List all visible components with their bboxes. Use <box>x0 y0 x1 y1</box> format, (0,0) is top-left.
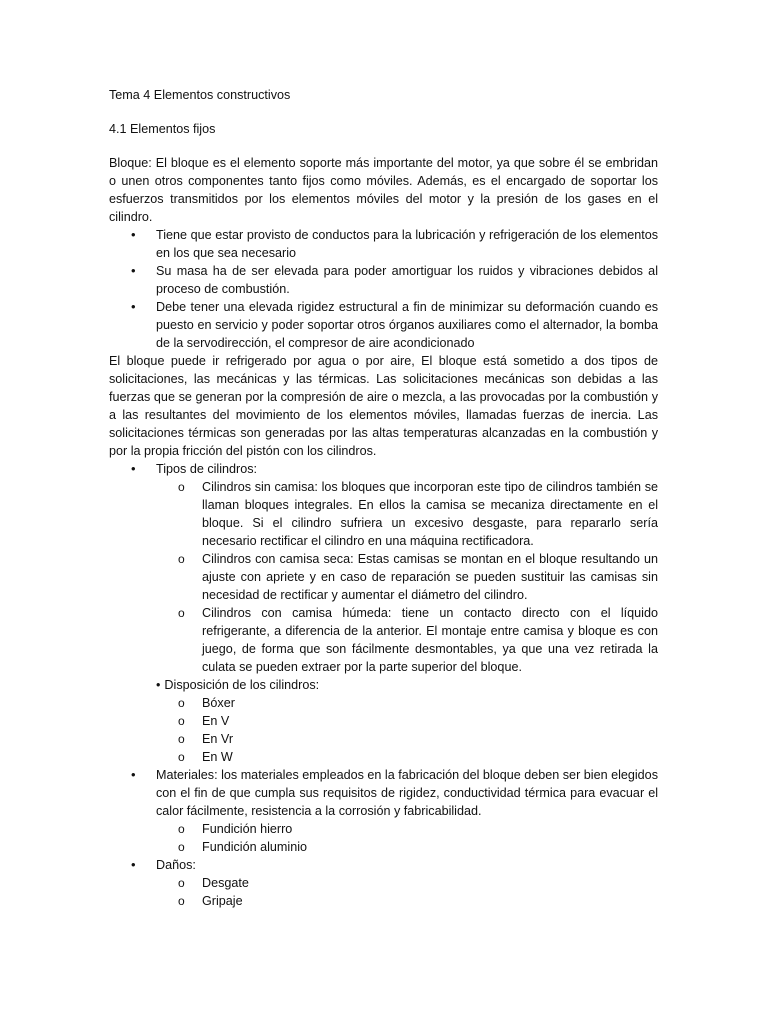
list-item-text: Su masa ha de ser elevada para poder amortiguar los ruidos y vibraciones debidos al proceso de combustión. <box>156 264 658 296</box>
sub-bullet-marker: o <box>178 480 185 494</box>
sub-list-item <box>109 730 658 748</box>
disposicion-item <box>109 676 658 766</box>
materiales-sub-list <box>156 820 658 856</box>
sub-list-item <box>109 874 658 892</box>
intro-paragraph: Bloque: El bloque es el elemento soporte más importante del motor, ya que sobre él se embridan o unen otros componentes tanto fijos como móviles. Además, es el encargado de soportar los esfuerzos transmitidos por los elementos móviles del motor y la presión de los gases en el cilindro. <box>109 156 658 224</box>
sub-list-item-text: Fundición hierro <box>202 822 293 836</box>
tipos-sub-list <box>156 478 658 676</box>
sub-list-item-text: Cilindros sin camisa: los bloques que incorporan este tipo de cilindros también se llaman bloques integrales. En ellos la camisa se mecaniza directamente en el bloque. Si el cilindro sufriera un excesivo desgaste, para repararlo sería necesario rectificar el cilindro en una máquina rectificadora. <box>202 480 658 548</box>
list-item-materiales <box>109 766 658 856</box>
sub-list-item-text: Gripaje <box>202 894 243 908</box>
list-item-tipos <box>109 460 658 676</box>
list-item <box>109 298 658 352</box>
list-item-danos <box>109 856 658 910</box>
bullet-marker: • <box>131 857 136 872</box>
bullet-marker: • <box>131 263 136 278</box>
sub-bullet-marker: o <box>178 606 185 620</box>
sub-list-item-text: Cilindros con camisa seca: Estas camisas se montan en el bloque resultando un ajuste con apriete y en caso de reparación se pueden sustituir las camisas sin necesidad de rectificar y aumentar el diámetro del cilindro. <box>202 552 658 602</box>
sub-bullet-marker: o <box>178 822 185 836</box>
bullet-marker: • <box>131 767 136 782</box>
sub-list-item <box>109 694 658 712</box>
bloque-bullet-list <box>109 226 658 352</box>
sub-list-item <box>109 604 658 676</box>
sub-list-item-text: Desgate <box>202 876 249 890</box>
list-item <box>109 262 658 298</box>
sub-bullet-marker: o <box>178 894 185 908</box>
danos-label: Daños: <box>156 858 196 872</box>
sub-bullet-marker: o <box>178 732 185 746</box>
sub-list-item <box>109 838 658 856</box>
document-page <box>109 86 658 910</box>
sub-bullet-marker: o <box>178 876 185 890</box>
main-bullet-list <box>109 460 658 676</box>
sub-bullet-marker: o <box>178 552 185 566</box>
sub-list-item <box>109 712 658 730</box>
sub-list-item-text: Fundición aluminio <box>202 840 308 854</box>
sub-list-item-text: En V <box>202 714 230 728</box>
materiales-bullet-list <box>109 766 658 910</box>
bullet-marker: • <box>131 227 136 242</box>
bullet-marker: • <box>131 299 136 314</box>
disposicion-label: Disposición de los cilindros: <box>164 678 320 692</box>
sub-bullet-marker: o <box>178 714 185 728</box>
sub-bullet-marker: o <box>178 696 185 710</box>
bullet-marker: • <box>156 678 161 692</box>
sub-list-item-text: Cilindros con camisa húmeda: tiene un contacto directo con el líquido refrigerante, a diferencia de la anterior. El montaje entre camisa y bloque es con juego, de forma que son fácilmente desmontables, ya que una vez retirada la culata se pueden extraer por la parte superior del bloque. <box>202 606 658 674</box>
tipos-label: Tipos de cilindros: <box>156 462 258 476</box>
sub-list-item <box>109 478 658 550</box>
sub-list-item <box>109 820 658 838</box>
sub-bullet-marker: o <box>178 750 185 764</box>
materiales-text: Materiales: los materiales empleados en la fabricación del bloque deben ser bien elegidos con el fin de que cumpla sus requisitos de rigidez, conductividad térmica para evacuar el calor fácilmente, resistencia a la corrosión y fabricabilidad. <box>156 768 658 818</box>
sub-bullet-marker: o <box>178 840 185 854</box>
bullet-marker: • <box>131 461 136 476</box>
list-item <box>109 226 658 262</box>
list-item-text: Tiene que estar provisto de conductos para la lubricación y refrigeración de los elementos en los que sea necesario <box>156 228 658 260</box>
document-title: Tema 4 Elementos constructivos <box>109 88 291 102</box>
sub-list-item-text: En W <box>202 750 233 764</box>
sub-list-item <box>109 550 658 604</box>
solicitaciones-paragraph: El bloque puede ir refrigerado por agua o por aire, El bloque está sometido a dos tipos de solicitaciones, las mecánicas y las térmicas. Las solicitaciones mecánicas son debidas a las fuerzas que se generan por la compresión de aire o mezcla, a las provocadas por la combustión y a las resultantes del movimiento de los elementos móviles, llamadas fuerzas de inercia. Las solicitaciones térmicas son generadas por las altas temperaturas alcanzadas en la combustión y por la propia fricción del pistón con los cilindros. <box>109 354 658 458</box>
sub-list-item <box>109 748 658 766</box>
list-item-text: Debe tener una elevada rigidez estructural a fin de minimizar su deformación cuando es puesto en servicio y poder soportar otros órganos auxiliares como el alternador, la bomba de la servodirección, el compresor de aire acondicionado <box>156 300 658 350</box>
danos-sub-list <box>156 874 658 910</box>
sub-list-item <box>109 892 658 910</box>
sub-list-item-text: En Vr <box>202 732 234 746</box>
disposicion-sub-list <box>156 694 658 766</box>
section-heading: 4.1 Elementos fijos <box>109 122 216 136</box>
sub-list-item-text: Bóxer <box>202 696 235 710</box>
